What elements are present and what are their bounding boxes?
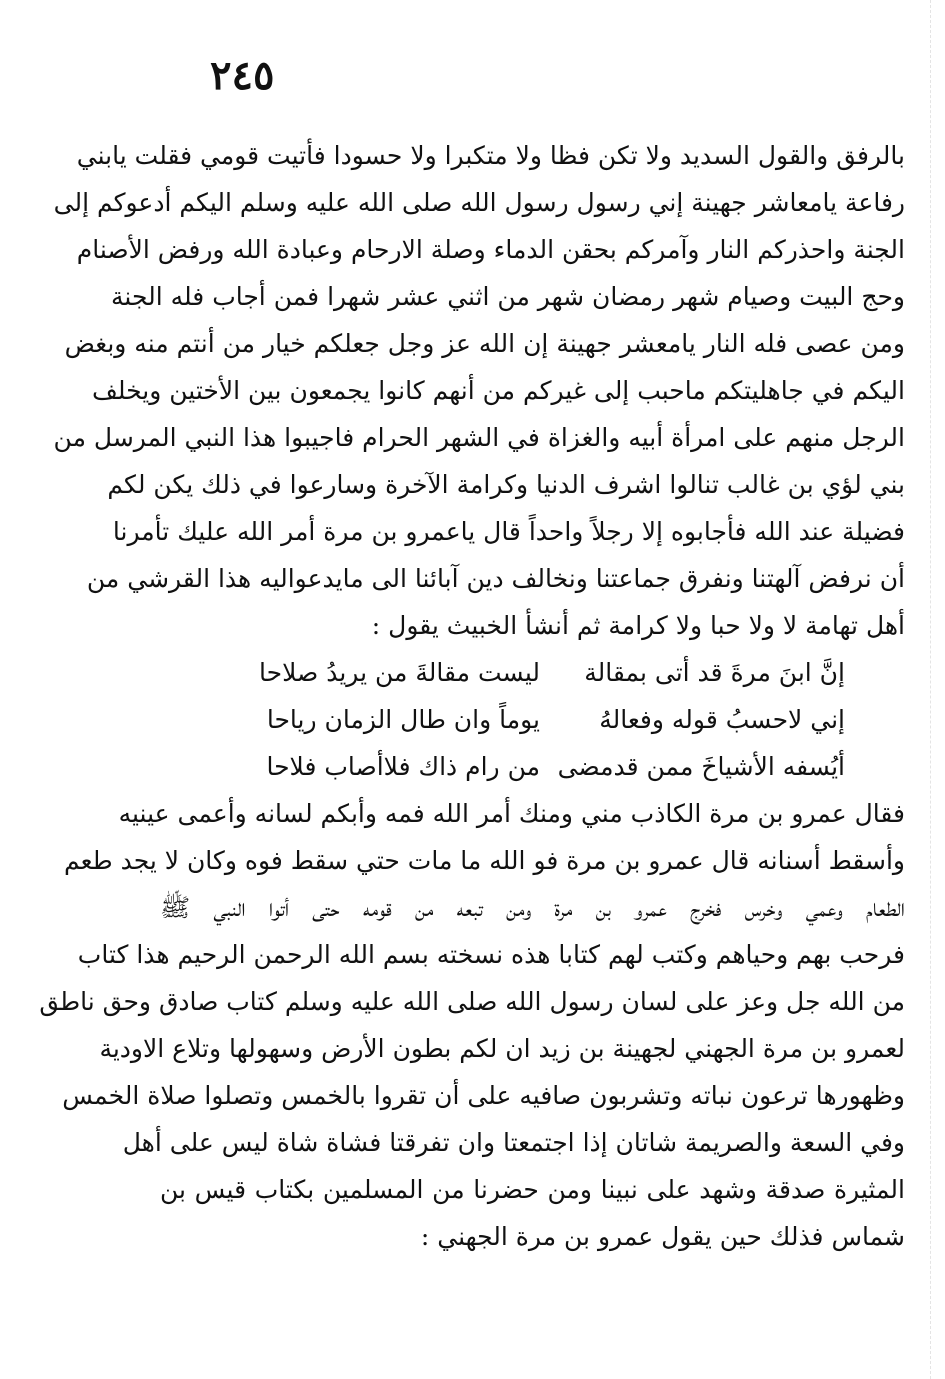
text-line: اليكم في جاهليتكم ماحبب إلى غيركم من أنهم كانوا يجمعون بين الأختين ويخلف (91, 376, 905, 405)
poem-second-hemistich: من رام ذاك فلاأصاب فلاحا (266, 752, 540, 781)
text-line: من الله جل وعز على لسان رسول الله صلى الله عليه وسلم كتاب صادق وحق ناطق (39, 987, 905, 1016)
poem-second-hemistich: يوماً وان طال الزمان رياحا (266, 705, 540, 734)
poem-first-hemistich: إني لاحسبُ قوله وفعالهُ (599, 705, 845, 734)
page-number: ٢٤٥ (210, 52, 275, 99)
text-line: فقال عمرو بن مرة الكاذب مني ومنك أمر الله فمه وأبكم لسانه وأعمى عينيه (118, 799, 905, 828)
text-line: ومن عصى فله النار يامعشر جهينة إن الله عز وجل جعلكم خيار من أنتم منه وبغض (64, 329, 905, 358)
text-line: بني لؤي بن غالب تنالوا اشرف الدنيا وكرامة الآخرة وسارعوا في ذلك يكن لكم (107, 470, 905, 499)
text-line: أن نرفض آلهتنا ونفرق جماعتنا ونخالف دين آبائنا الى مايدعواليه هذا القرشي من (86, 564, 905, 593)
text-line: الرجل منهم على امرأة أبيه والغزاة في الشهر الحرام فاجيبوا هذا النبي المرسل من (53, 423, 905, 452)
poem (160, 649, 905, 790)
text-line: المثيرة صدقة وشهد على نبينا ومن حضرنا من المسلمين بكتاب قيس بن (160, 1175, 905, 1204)
poem-verse (160, 649, 845, 696)
text-line: بالرفق والقول السديد ولا تكن فظا ولا متكبرا ولا حسودا فأتيت قومي فقلت يابني (76, 141, 905, 170)
poem-second-hemistich: ليست مقالةَ من يريدُ صلاحا (259, 658, 540, 687)
text-line: وأسقط أسنانه قال عمرو بن مرة فو الله ما مات حتي سقط فوه وكان لا يجد طعم (64, 846, 905, 875)
text-line: أهل تهامة لا ولا حبا ولا كرامة ثم أنشأ الخبيث يقول : (371, 611, 905, 640)
poem-verse (160, 696, 845, 743)
page-edge-crease (929, 0, 931, 1379)
text-line: فضيلة عند الله فأجابوه إلا رجلاً واحداً قال ياعمرو بن مرة أمر الله عليك تأمرنا (112, 517, 905, 546)
body-text (39, 132, 905, 1260)
text-line: وفي السعة والصريمة شاتان إذا اجتمعتا وان تفرقتا فشاة شاة ليس على أهل (122, 1128, 905, 1157)
text-line: شماس فذلك حين يقول عمرو بن مرة الجهني : (420, 1222, 905, 1251)
poem-verse (160, 743, 845, 790)
text-line: وظهورها ترعون نباته وتشربون صافيه على أن تقروا بالخمس وتصلوا صلاة الخمس (62, 1081, 905, 1110)
text-line: وحج البيت وصيام شهر رمضان شهر من اثني عشر شهرا فمن أجاب فله الجنة (111, 282, 905, 311)
text-line: الجنة واحذركم النار وآمركم بحقن الدماء وصلة الارحام وعبادة الله ورفض الأصنام (76, 235, 905, 264)
text-line: لعمرو بن مرة الجهني لجهينة بن زيد ان لكم بطون الأرض وسهولها وتلاع الاودية (99, 1034, 905, 1063)
text-line: فرحب بهم وحياهم وكتب لهم كتابا هذه نسخته بسم الله الرحمن الرحيم هذا كتاب (77, 940, 905, 969)
poem-first-hemistich: إنَّ ابنَ مرةَ قد أتى بمقالة (584, 658, 845, 687)
text-line: رفاعة يامعاشر جهينة إني رسول رسول الله صلى الله عليه وسلم اليكم أدعوكم إلى (53, 188, 905, 217)
poem-first-hemistich: أيُسفه الأشياخَ ممن قدمضى (557, 752, 845, 781)
text-line: الطعام وعمي وخرس فخرج عمرو بن مرة ومن تبعه من قومه حتى أتوا النبي ﷺ (160, 893, 905, 922)
